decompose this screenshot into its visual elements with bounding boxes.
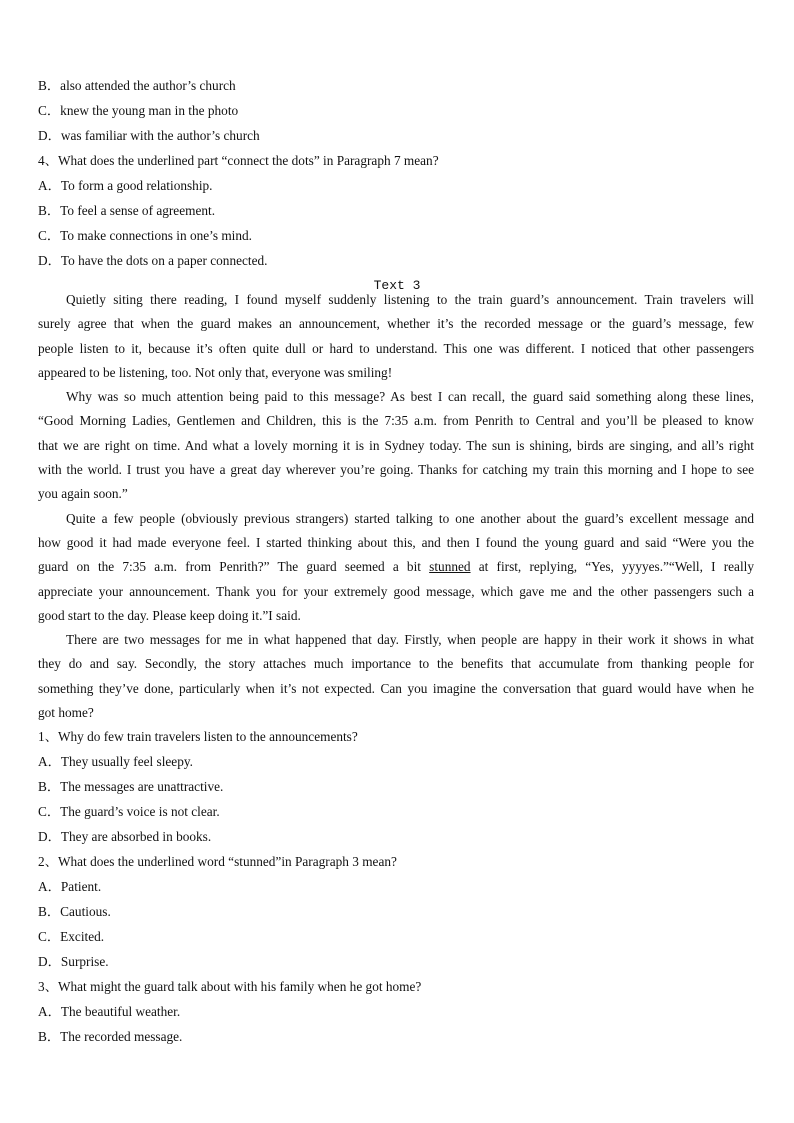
question-3: 3、What might the guard talk about with his family when he got home?	[38, 979, 422, 994]
underlined-word: stunned	[429, 559, 471, 575]
option-b: B．To feel a sense of agreement.	[38, 203, 216, 218]
questions	[38, 724, 754, 1049]
option-a: A．The beautiful weather.	[38, 1004, 181, 1019]
option-b: B．The messages are unattractive.	[38, 779, 224, 794]
question-1: 1、Why do few train travelers listen to the announcements?	[38, 729, 358, 744]
option-c: C．Excited.	[38, 929, 105, 944]
paragraph-line: Quite a few people (obviously previous strangers) started talking to one another about the guard’s excellent message and	[66, 510, 754, 526]
option-c: C．To make connections in one’s mind.	[38, 228, 253, 243]
paragraph-1	[38, 288, 754, 385]
paragraph-line: with the world. I trust you have a great day wherever you’re going. Thanks for catching my train this morning and I hope to see	[38, 462, 754, 478]
option-c: C．knew the young man in the photo	[38, 103, 239, 118]
text-segment: guard on the 7:35 a.m. from Penrith?” The guard seemed a bit	[38, 559, 430, 575]
option-d: D．To have the dots on a paper connected.	[38, 253, 268, 268]
paragraph-line: There are two messages for me in what happened that day. Firstly, when people are happy in their work it shows in what	[66, 632, 754, 648]
paragraph-line	[38, 555, 754, 579]
option-b: B．The recorded message.	[38, 1029, 183, 1044]
option-a: A．Patient.	[38, 879, 102, 894]
paragraph-2	[38, 385, 754, 506]
option-c: C．The guard’s voice is not clear.	[38, 804, 220, 819]
option-b: B．Cautious.	[38, 904, 111, 919]
option-b: B．also attended the author’s church	[38, 78, 236, 93]
paragraph-line: they do and say. Secondly, the story attaches much importance to the benefits that accumulate from thanking people for	[38, 656, 754, 672]
text-segment: at first, replying, “Yes, yyyyes.”“Well, I really	[470, 559, 754, 575]
option-a: A．They usually feel sleepy.	[38, 754, 193, 769]
paragraph-line: people listen to it, because it’s often quite dull or hard to understand. This one was different. I noticed that other passengers	[38, 340, 754, 356]
paragraph-4	[38, 628, 754, 725]
option-d: D．was familiar with the author’s church	[38, 128, 260, 143]
paragraph-line: appreciate your announcement. Thank you for your extremely good message, which gave me and the other passengers such a	[38, 583, 754, 599]
paragraph-line: how good it had made everyone feel. I started thinking about this, and then I found the young guard and said “Were you the	[38, 534, 754, 550]
option-a: A．To form a good relationship.	[38, 178, 213, 193]
paragraph-line: Why was so much attention being paid to this message? As best I can recall, the guard said something along these lines,	[66, 389, 754, 405]
option-d: D．Surprise.	[38, 954, 109, 969]
paragraph-line: “Good Morning Ladies, Gentlemen and Children, this is the 7:35 a.m. from Penrith to Central and you’ll be pleased to know	[38, 413, 754, 429]
paragraph-line: surely agree that when the guard makes an announcement, whether it’s the recorded message or the guard’s message, few	[38, 316, 754, 332]
paragraph-line: you again soon.”	[38, 486, 128, 502]
question-4: 4、What does the underlined part “connect the dots” in Paragraph 7 mean?	[38, 153, 439, 168]
paragraph-line: appeared to be listening, too. Not only that, everyone was smiling!	[38, 364, 393, 380]
option-d: D．They are absorbed in books.	[38, 829, 212, 844]
paragraph-line: that we are right on time. And what a lovely morning it is in Sydney today. The sun is shining, birds are singing, and all’s right	[38, 437, 754, 453]
paragraph-line: Quietly siting there reading, I found myself suddenly listening to the train guard’s announcement. Train travelers will	[66, 292, 754, 307]
paragraph-line: good start to the day. Please keep doing it.”I said.	[38, 607, 301, 623]
paragraph-line: got home?	[38, 705, 94, 721]
paragraph-line: something they’ve done, particularly when it’s not expected. Can you imagine the conversation that guard would have when he	[38, 680, 754, 696]
section-title: Text 3	[373, 278, 421, 293]
question-2: 2、What does the underlined word “stunned”in Paragraph 3 mean?	[38, 854, 397, 869]
passage	[38, 288, 754, 725]
previous-question-options	[38, 73, 754, 273]
paragraph-3	[38, 507, 754, 628]
